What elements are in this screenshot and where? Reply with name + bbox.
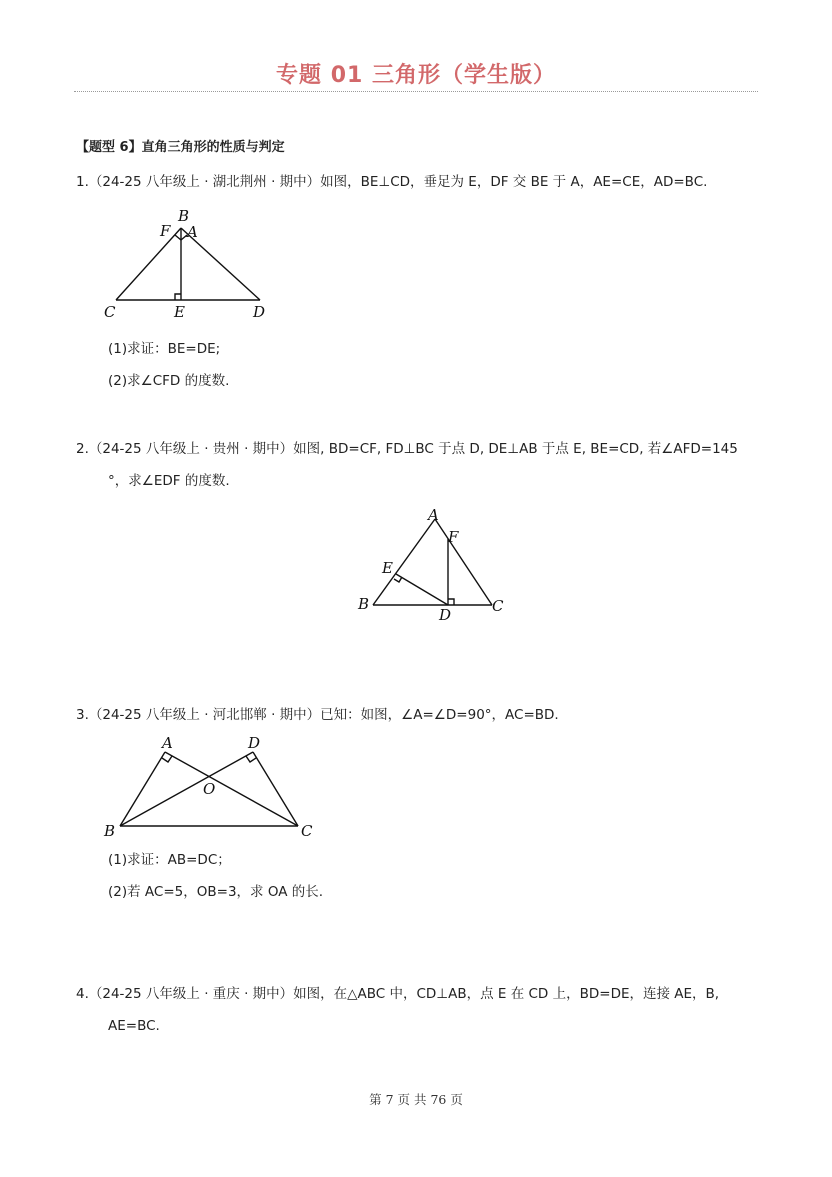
label-b: B xyxy=(178,207,190,225)
problem-2-text-cont: °，求∠EDF 的度数. xyxy=(108,473,230,489)
right-angle-mark-e xyxy=(394,577,402,582)
segment-ed xyxy=(396,574,448,605)
label-e: E xyxy=(174,303,185,321)
label-a: A xyxy=(428,506,439,524)
label-f: F xyxy=(448,528,459,546)
label-c: C xyxy=(104,303,116,321)
label-e: E xyxy=(382,559,393,577)
label-c: C xyxy=(492,597,504,615)
problem-3-part-2: (2)若 AC=5，OB=3，求 OA 的长. xyxy=(108,884,324,900)
label-f: F xyxy=(160,222,171,240)
segment-ac xyxy=(165,752,298,826)
segment-ba xyxy=(120,752,165,826)
problem-4-text: 4.（24-25 八年级上 · 重庆 · 期中）如图，在△ABC 中，CD⊥AB，点 E 在 CD 上，BD=DE，连接 AE，B, xyxy=(76,986,720,1002)
right-angle-mark-e xyxy=(175,294,181,300)
problem-1-text: 1.（24-25 八年级上 · 湖北荆州 · 期中）如图，BE⊥CD，垂足为 E，DF 交 BE 于 A，AE=CE，AD=BC. xyxy=(76,174,708,190)
title-divider xyxy=(74,91,758,92)
right-angle-mark-a xyxy=(162,756,172,762)
page-footer: 第 7 页 共 76 页 xyxy=(369,1092,463,1107)
segment-dc xyxy=(253,752,298,826)
label-d: D xyxy=(248,734,261,752)
label-c: C xyxy=(301,822,313,840)
problem-3-part-1: (1)求证：AB=DC； xyxy=(108,852,231,868)
problem-4-text-cont: AE=BC. xyxy=(108,1018,160,1034)
label-b: B xyxy=(104,822,116,840)
problem-2-text: 2.（24-25 八年级上 · 贵州 · 期中）如图, BD=CF, FD⊥BC 于点 D, DE⊥AB 于点 E, BE=CD, 若∠AFD=145 xyxy=(76,441,738,457)
problem-3-text: 3.（24-25 八年级上 · 河北邯郸 · 期中）已知：如图，∠A=∠D=90°，AC=BD. xyxy=(76,707,559,723)
document-title: 专题 01 三角形（学生版） xyxy=(276,63,556,88)
segment-cb xyxy=(116,228,181,300)
section-heading: 【题型 6】直角三角形的性质与判定 xyxy=(76,140,285,155)
problem-3-figure xyxy=(98,734,328,846)
problem-2-figure xyxy=(350,505,520,625)
segment-ac xyxy=(435,519,492,605)
label-d: D xyxy=(439,606,452,624)
label-b: B xyxy=(358,595,370,613)
segment-bd xyxy=(120,752,253,826)
problem-1-figure xyxy=(96,205,296,325)
problem-1-part-2: (2)求∠CFD 的度数. xyxy=(108,373,230,389)
label-a: A xyxy=(187,223,198,241)
right-angle-mark-d xyxy=(448,599,454,605)
right-angle-mark-d xyxy=(246,756,256,762)
label-o: O xyxy=(203,780,216,798)
label-a: A xyxy=(162,734,173,752)
problem-1-part-1: (1)求证：BE=DE; xyxy=(108,341,221,357)
label-d: D xyxy=(253,303,266,321)
